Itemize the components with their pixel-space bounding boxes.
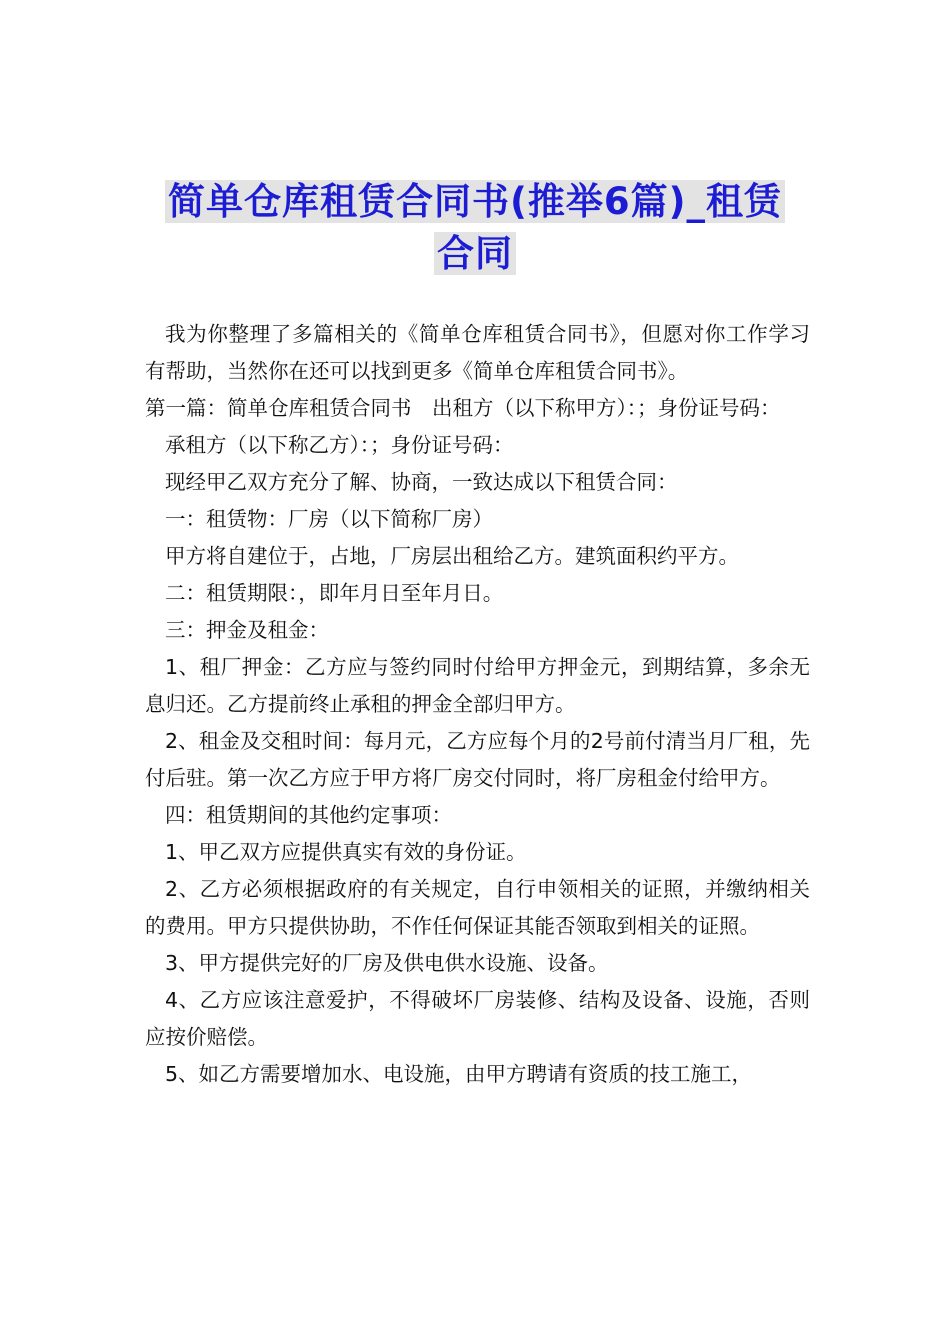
paragraph: 5、如乙方需要增加水、电设施，由甲方聘请有资质的技工施工， — [165, 1062, 753, 1086]
paragraph: 第一篇：简单仓库租赁合同书 出租方（以下称甲方）：；身份证号码： — [145, 396, 781, 420]
title-line-1: 简单仓库租赁合同书(推举6篇)_租赁 — [165, 180, 785, 223]
document-body — [145, 316, 810, 1093]
paragraph: 4、乙方应该注意爱护，不得破坏厂房装修、结构及设备、设施，否则应按价赔偿。 — [145, 988, 810, 1049]
paragraph: 一：租赁物：厂房（以下简称厂房） — [165, 507, 493, 531]
paragraph: 二：租赁期限：，即年月日至年月日。 — [165, 581, 504, 605]
paragraph: 我为你整理了多篇相关的《简单仓库租赁合同书》，但愿对你工作学习有帮助，当然你在还可以找到更多《简单仓库租赁合同书》。 — [145, 322, 810, 383]
paragraph: 1、甲乙双方应提供真实有效的身份证。 — [165, 840, 527, 864]
title-line-2: 合同 — [434, 232, 516, 275]
paragraph: 甲方将自建位于，占地，厂房层出租给乙方。建筑面积约平方。 — [165, 544, 739, 568]
paragraph: 三：押金及租金： — [165, 618, 329, 642]
paragraph: 现经甲乙双方充分了解、协商，一致达成以下租赁合同： — [165, 470, 678, 494]
document-title — [140, 176, 810, 280]
paragraph: 2、乙方必须根据政府的有关规定，自行申领相关的证照，并缴纳相关的费用。甲方只提供协助，不作任何保证其能否领取到相关的证照。 — [145, 877, 810, 938]
paragraph: 1、租厂押金：乙方应与签约同时付给甲方押金元，到期结算，多余无息归还。乙方提前终止承租的押金全部归甲方。 — [145, 655, 810, 716]
paragraph: 四：租赁期间的其他约定事项： — [165, 803, 452, 827]
paragraph: 3、甲方提供完好的厂房及供电供水设施、设备。 — [165, 951, 609, 975]
paragraph: 2、租金及交租时间：每月元，乙方应每个月的2号前付清当月厂租，先付后驻。第一次乙方应于甲方将厂房交付同时，将厂房租金付给甲方。 — [145, 729, 810, 790]
paragraph: 承租方（以下称乙方）：；身份证号码： — [165, 433, 514, 457]
